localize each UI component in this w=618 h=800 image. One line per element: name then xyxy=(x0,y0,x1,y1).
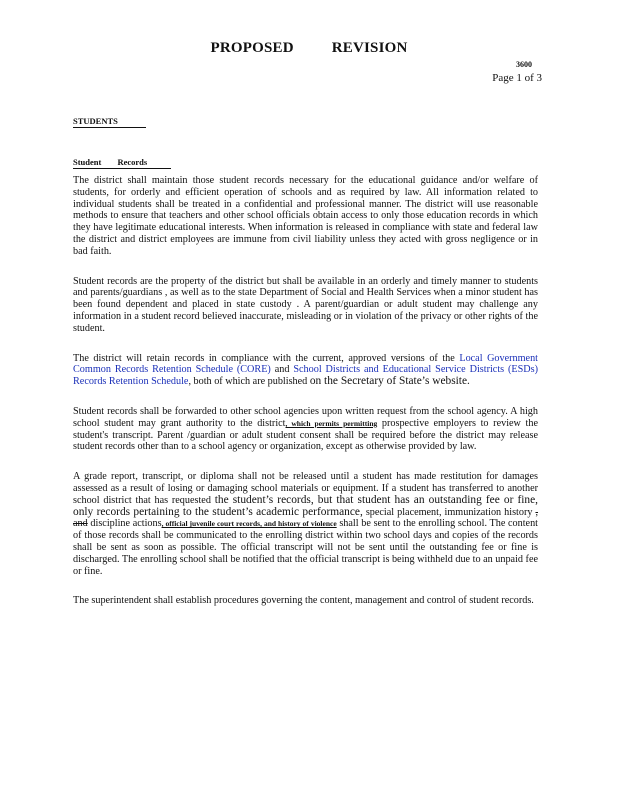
subsection-heading: Student Records xyxy=(73,157,171,169)
paragraph-4-inserted-text: , which permits permitting xyxy=(285,418,378,428)
core-schedule-link[interactable]: Local Government Common Records Retention Schedule (CORE) xyxy=(73,352,538,376)
document-body xyxy=(73,175,538,625)
paragraph-1: The district shall maintain those student records necessary for the educational guidance and/or welfare of students, for orderly and efficient operation of schools and as required by law. All information related to individual students shall be treated in a confidential and professional manner. The district will use reasonable methods to ensure that teachers and other school officials obtain access to only those education records in which they have legitimate educational interests. When information is released in compliance with state and federal law the district and district employees are immune from civil liability unless they acted with gross negligence or in bad faith. xyxy=(73,175,538,257)
paragraph-5-text-e: shall be sent to the enrolling school. xyxy=(339,518,487,530)
paragraph-3-text-a: The district will retain records in compliance with the current, approved versions of the xyxy=(73,352,455,364)
title-word-revision: REVISION xyxy=(331,40,408,56)
paragraph-2: Student records are the property of the district but shall be available in an orderly and timely manner to students and parents/guardians , as well as to the state Department of Social and Health Services when a minor student has been found dependent and placed in state custody . A parent/guardian or adult student may challenge any information in a student record believed inaccurate, misleading or in violation of the privacy or other rights of the student. xyxy=(73,275,538,334)
policy-number: 3600 xyxy=(516,60,532,69)
paragraph-4-text-a: Student records shall be forwarded to other school agencies upon written request from the school agency. A high school student may grant authority to the district xyxy=(73,405,538,429)
paragraph-5-deleted-text: , and xyxy=(73,506,539,530)
paragraph-5-text-a: A grade report, transcript, or diploma shall not be released until a student has made restitution for damages assessed as a result of losing or damaging school materials or equipment. If a student has transferred to another school district that has requested xyxy=(73,471,538,506)
paragraph-4-text-b: prospective employers to review the student's transcript. Parent /guardian or adult student consent shall be required before the district may release student records other than to a school agency or organization, except as otherwise provided by law. xyxy=(73,417,538,453)
paragraph-6: The superintendent shall establish procedures governing the content, management and control of student records. xyxy=(73,595,534,607)
paragraph-5-text-f: The content of those records shall be communicated xyxy=(73,518,539,542)
paragraph-5-text-c: special placement, immunization history xyxy=(365,506,533,518)
page-number: Page 1 of 3 xyxy=(492,72,542,84)
document-title xyxy=(0,40,618,57)
paragraph-5-text-g: to the enrolling district within two school days and copies of the records shall be sent as soon as possible. The official transcript will not be sent until the outstanding fee or fine is discharged. The enrolling school shall be notified that the official transcript is being withheld due to an unpaid fee or fine. xyxy=(73,530,538,577)
paragraph-5-text-b: the student’s records, but that student has an outstanding fee or fine, only records pertaining to the student’s academic performance, xyxy=(73,493,538,518)
paragraph-5-text-d: discipline actions xyxy=(90,518,162,530)
paragraph-5-inserted-text: , official juvenile court records, and history of violence xyxy=(161,519,337,529)
school-districts-schedule-link[interactable]: School Districts and Educational Service Districts (ESDs) Records Retention Schedule xyxy=(73,364,539,388)
title-word-proposed: PROPOSED xyxy=(210,40,294,56)
paragraph-5 xyxy=(73,471,538,577)
paragraph-3-text-d: on the Secretary of State’s website. xyxy=(309,375,470,388)
paragraph-4 xyxy=(73,406,538,453)
section-heading: STUDENTS xyxy=(73,116,146,128)
paragraph-3-and: and xyxy=(274,364,290,376)
paragraph-3 xyxy=(73,353,538,388)
paragraph-3-text-c: , both of which are published xyxy=(188,376,308,388)
